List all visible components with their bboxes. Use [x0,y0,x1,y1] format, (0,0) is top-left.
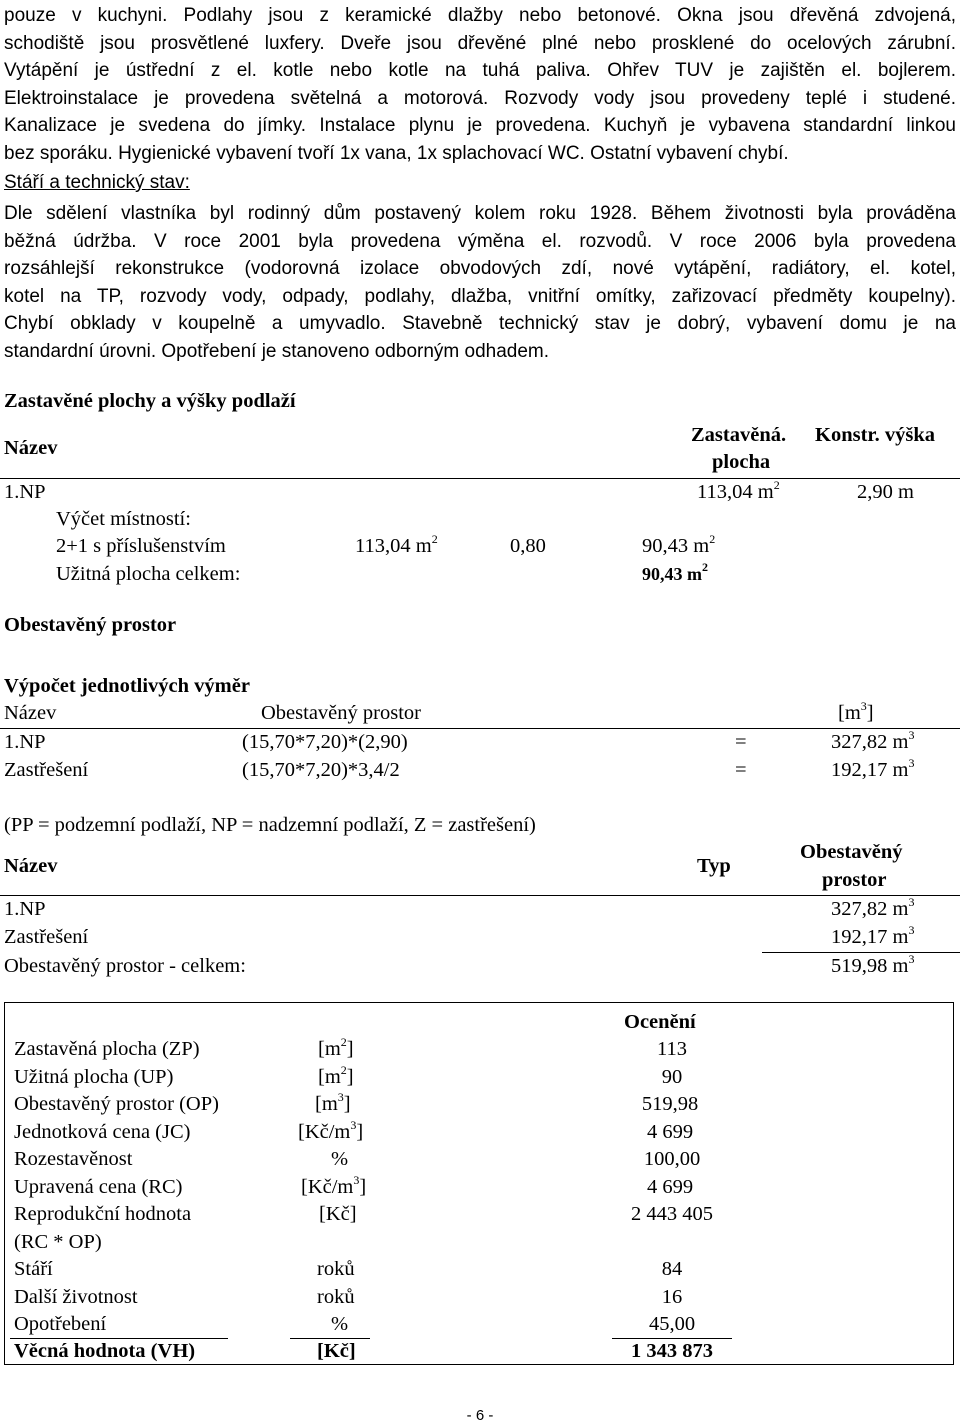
useful-total-value: 90,43 m [642,564,702,584]
valuation-label: Jednotková cena (JC) [14,1120,191,1143]
floors-heading: Zastavěné plochy a výšky podlaží [4,390,296,412]
sum-col-type: Typ [697,855,731,877]
valuation-unit-sup: 3 [337,1090,344,1104]
text-line: Kanalizace je svedena do jímky. Instalace plynu je provedena. Kuchyň je vybavena standardní linkou [4,115,956,136]
sum-total-value [831,952,915,978]
room-useful-unit: 2 [709,532,716,546]
valuation-final-rule [10,1338,228,1339]
calc-row-value-text: 192,17 m [831,759,909,781]
useful-total-unit: 2 [702,560,708,574]
valuation-label: Stáří [14,1258,53,1280]
calc-row-value [831,756,915,782]
valuation-unit-text: [Kč/m [301,1175,354,1198]
valuation-final-value: 1 343 873 [631,1340,713,1362]
floor-row-height: 2,90 m [857,481,914,503]
valuation-label: Další životnost [14,1285,138,1308]
valuation-unit-end: ] [359,1175,367,1198]
sum-total-rule [762,952,960,953]
valuation-label: Reprodukční hodnota [14,1203,192,1225]
age-paragraph [4,200,956,365]
room-area-value: 113,04 m [355,535,432,557]
valuation-unit-text: [m [318,1065,341,1088]
valuation-value: 113 [657,1038,687,1060]
sum-total-value-sup: 3 [908,952,915,966]
calc-row-eq: = [735,731,747,753]
valuation-label: Zastavěná plocha (ZP) [14,1038,200,1060]
calc-row-name: 1.NP [4,731,46,753]
text-line: Dle sdělení vlastníka byl rodinný dům postavený kolem roku 1928. Během životnosti byla prováděna [4,203,956,224]
sum-header-rule [0,895,960,896]
valuation-final-rule [290,1338,370,1339]
calc-row-value-sup: 3 [908,728,915,742]
room-useful [642,532,716,558]
room-useful-value: 90,43 m [642,535,710,557]
valuation-value: 45,00 [648,1313,696,1335]
calc-row-eq: = [735,759,747,781]
calc-row-value-sup: 3 [908,756,915,770]
sum-row-name: Zastřešení [4,926,89,948]
sum-row-value [831,923,915,949]
valuation-value: 84 [661,1258,683,1280]
room-area-unit: 2 [431,532,438,546]
valuation-value: 16 [661,1285,683,1308]
floors-col-area-2: plocha [712,451,771,473]
valuation-unit-text: [m [315,1093,338,1115]
sum-col-name: Název [4,855,58,877]
valuation-value: 4 699 [646,1120,694,1143]
calc-row-formula: (15,70*7,20)*(2,90) [242,731,408,753]
valuation-label: Obestavěný prostor (OP) [14,1093,219,1115]
calc-header-rule [0,728,960,729]
age-heading: Stáří a technický stav: [4,172,190,193]
calc-col-unit [838,699,874,725]
valuation-final-rule [612,1338,732,1339]
valuation-unit-end: ] [356,1120,364,1143]
valuation-unit [317,1258,355,1281]
useful-total-label: Užitná plocha celkem: [56,563,241,585]
valuation-unit-text: [m [318,1038,341,1060]
sum-total-label: Obestavěný prostor - celkem: [4,955,246,977]
text-line: schodiště jsou prosvětlené luxfery. Dveře jsou dřevěné plné nebo prosklené do ocelových zárubní. [4,32,956,54]
calc-col-formula: Obestavěný prostor [261,702,421,724]
valuation-unit [298,1117,364,1144]
floor-row-area-value: 113,04 m [697,481,774,503]
valuation-value: 519,98 [641,1093,699,1115]
valuation-unit-sup: 3 [350,1117,357,1132]
floor-row-name: 1.NP [4,481,46,503]
valuation-unit-sup: 3 [353,1172,360,1187]
floors-col-area-1: Zastavěná. [691,424,787,446]
valuation-final-unit: [Kč] [317,1340,356,1362]
valuation-value: 100,00 [643,1148,701,1170]
valuation-unit-end: ] [346,1065,354,1088]
valuation-unit-text: roků [317,1258,355,1280]
calc-row-value [831,728,915,754]
text-line: pouze v kuchyni. Podlahy jsou z keramické dlažby nebo betonové. Okna jsou dřevěná zdvojená, [4,5,956,26]
text-line: Chybí obklady v koupelně a umyvadlo. Stavebně technický stav je dobrý, vybavení domu je na [4,313,956,334]
valuation-label: Opotřebení [14,1313,107,1335]
valuation-unit-text: % [331,1148,349,1170]
sum-col-value-1: Obestavěný [800,841,903,863]
room-area [355,532,438,558]
abbrev-legend: (PP = podzemní podlaží, NP = nadzemní podlaží, Z = zastřešení) [4,814,536,836]
sum-row-value [831,895,915,921]
valuation-unit [331,1148,348,1171]
sum-row-value-text: 192,17 m [831,926,909,948]
valuation-col-header: Ocenění [624,1011,696,1033]
calc-row-value-text: 327,82 m [831,731,909,753]
rooms-label: Výčet místností: [56,508,191,530]
valuation-unit-text: [Kč/m [298,1120,351,1143]
volume-heading: Obestavěný prostor [4,614,177,636]
valuation-unit [319,1203,357,1226]
valuation-unit-text: roků [317,1285,355,1308]
floors-col-height: Konstr. výška [815,424,935,446]
valuation-unit-sup: 2 [340,1035,347,1049]
valuation-unit-end: ] [343,1093,351,1115]
useful-total [642,560,708,585]
intro-paragraph [4,2,956,167]
valuation-label: Rozestavěnost [14,1148,133,1170]
floors-header-rule [0,478,960,479]
text-line: běžná údržba. V roce 2001 byla provedena výměna el. rozvodů. V roce 2006 byla provedena [4,230,956,252]
calc-col-unit-sup: 3 [860,699,867,713]
page-number: - 6 - [466,1407,494,1424]
valuation-value: 2 443 405 [631,1203,713,1225]
floor-row-area [697,478,780,504]
valuation-unit-sup: 2 [340,1062,347,1077]
text-line: kotel na TP, rozvody vody, odpady, podlahy, dlažba, vnitřní omítky, zařizovací předměty koupelny). [4,285,956,307]
floors-col-name: Název [4,437,58,459]
sum-row-name: 1.NP [4,898,46,920]
calc-heading: Výpočet jednotlivých výměr [4,675,250,697]
sum-row-value-text: 327,82 m [831,898,909,920]
valuation-value: 4 699 [646,1175,694,1198]
valuation-unit [318,1062,354,1089]
room-name: 2+1 s příslušenstvím [56,535,226,557]
text-line: bez sporáku. Hygienické vybavení tvoří 1x vana, 1x splachovací WC. Ostatní vybavení chybí. [4,142,789,164]
floor-row-area-unit: 2 [773,478,780,492]
calc-row-formula: (15,70*7,20)*3,4/2 [242,759,400,781]
valuation-unit-end: ] [346,1038,354,1060]
valuation-label: Upravená cena (RC) [14,1175,183,1198]
valuation-final-label: Věcná hodnota (VH) [14,1340,196,1362]
text-line: Elektroinstalace je provedena světelná a motorová. Rozvody vody jsou provedeny teplé i studené. [4,87,956,109]
valuation-label: (RC * OP) [14,1230,102,1253]
valuation-value: 90 [661,1065,683,1088]
valuation-label: Užitná plocha (UP) [14,1065,174,1088]
calc-col-unit-end: ] [866,702,874,724]
text-line: standardní úrovni. Opotřebení je stanoveno odborným odhadem. [4,340,550,362]
valuation-unit-text: % [331,1313,349,1335]
sum-row-value-sup: 3 [908,923,915,937]
valuation-unit-text: [Kč] [319,1203,357,1225]
text-line: Vytápění je ústřední z el. kotle nebo kotle na tuhá paliva. Ohřev TUV je zajištěn el. bojlerem. [4,60,956,81]
valuation-unit [318,1035,354,1061]
valuation-unit [301,1172,367,1199]
sum-row-value-sup: 3 [908,895,915,909]
valuation-unit [317,1286,355,1309]
text-line: rozsáhlejší rekonstrukce (vodorovná izolace obvodových zdí, nové vytápění, radiátory, el. kotel, [4,258,956,279]
calc-col-name: Název [4,702,57,724]
valuation-unit [331,1313,348,1336]
room-coef: 0,80 [510,535,546,557]
calc-col-unit-text: [m [838,702,861,724]
sum-total-value-text: 519,98 m [831,955,909,977]
sum-col-value-2: prostor [822,869,887,891]
calc-row-name: Zastřešení [4,759,89,781]
valuation-unit [315,1090,351,1116]
